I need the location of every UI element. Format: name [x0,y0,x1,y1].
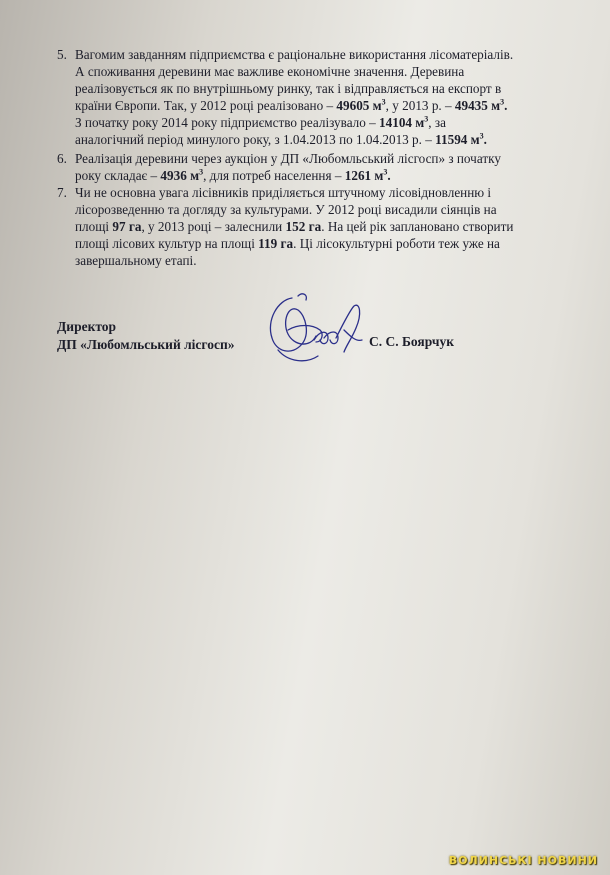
text-run: країни Європи. Так, у 2012 році реалізовано – [75,98,337,113]
list-item-7 [57,184,577,269]
value-area-2012: 97 га [112,219,142,234]
item-line [75,235,577,252]
item-line [75,252,577,269]
value-text: 4936 м [160,168,200,183]
text-run: Чи не основна увага лісівників приділяється штучному лісовідновленню і [75,185,492,200]
superscript: 3 [381,97,386,107]
text-run: площі [75,219,113,234]
superscript: 3 [479,131,484,141]
item-line [75,201,577,218]
signatory-organization: ДП «Любомльський лісгосп» [57,337,235,352]
text-run: , за [428,115,446,130]
superscript: 3 [199,167,204,177]
signatory-block [57,318,234,354]
value-2012 [336,98,385,113]
text-run: З початку року 2014 року підприємство реалізувало – [75,115,380,130]
item-line [75,131,577,148]
item-number: 7. [57,185,67,200]
value-previous: 11594 $м^3$. [435,131,487,147]
text-run: , у 2013 р. – [385,98,455,113]
item-number: 6. [57,151,67,166]
value-auction [160,168,203,183]
text-run: завершальному етапі. [75,253,197,268]
item-line [75,218,577,235]
value-population: 1261 $м^3$. [344,167,391,183]
watermark: ВОЛИНСЬКІ НОВИНИ [448,854,598,867]
item-line [75,150,577,167]
text-run: А споживання деревини має важливе економічне значення. Деревина [75,64,465,79]
superscript: 3 [383,167,388,177]
text-run: , для потреб населення – [203,168,345,183]
text-run: року складає – [75,168,161,183]
list-item-6 [57,150,577,184]
text-run: площі лісових культур на площі [75,236,259,251]
text-run: реалізовується як по внутрішньому ринку, так і відправляється на експорт в [75,81,502,96]
text-run: Вагомим завданням підприємства є раціональне використання лісоматеріалів. [75,47,514,62]
value-2014 [379,115,428,130]
superscript: 3 [424,114,429,124]
text-run: Реалізація деревини через аукціон у ДП «Любомльський лісгосп» з початку [75,151,501,166]
item-line [75,63,577,80]
list-item-5 [57,46,577,148]
value-text: 11594 м [435,132,480,147]
item-line [75,46,577,63]
value-text: 49435 м [454,98,501,113]
handwritten-signature [258,290,368,370]
text-run: , у 2013 році – залеснили [141,219,286,234]
value-2013: 49435 $м^3$. [454,97,508,113]
value-area-planned: 119 га [258,236,294,251]
text-run: . Ці лісокультурні роботи теж уже на [293,236,500,251]
signatory-name: С. С. Боярчук [369,334,455,349]
value-text: 49605 м [336,98,382,113]
signatory-title: Директор [57,319,117,334]
item-line [75,184,577,201]
item-line [75,114,577,131]
text-run: . На цей рік заплановано створити [321,219,514,234]
superscript: 3 [500,97,505,107]
text-run: лісорозведенню та догляду за культурами. У 2012 році висадили сіянців на [75,202,497,217]
value-area-2013: 152 га [285,219,322,234]
value-text: 1261 м [344,168,384,183]
item-line [75,167,577,184]
value-text: 14104 м [379,115,425,130]
text-run: аналогічний період минулого року, з 1.04.2013 по 1.04.2013 р. – [75,132,436,147]
item-line [75,80,577,97]
item-line [75,97,577,114]
item-number: 5. [57,47,67,62]
